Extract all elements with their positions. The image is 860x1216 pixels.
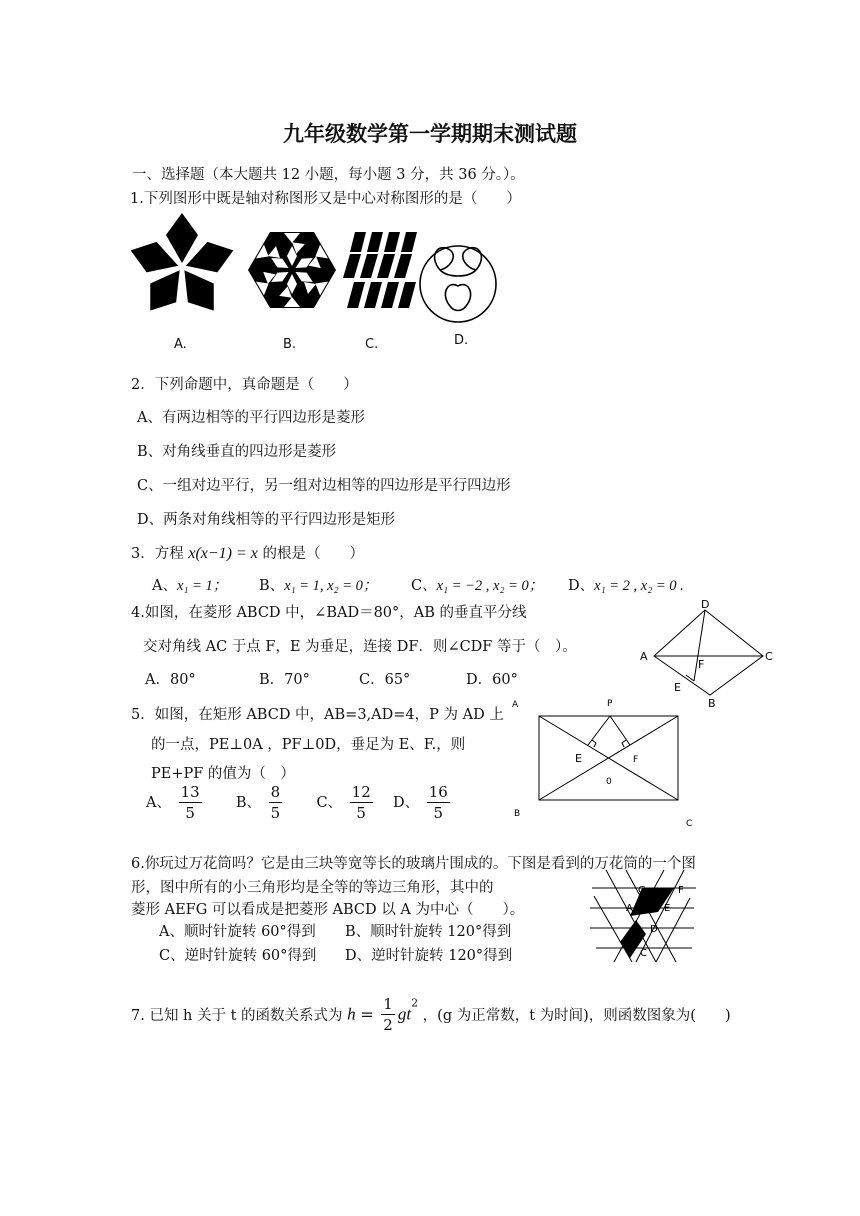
question-3-equation: x(x−1) = x	[188, 545, 258, 562]
question-6-option-c: C、逆时针旋转 60°得到	[159, 948, 317, 964]
fig5-label-c: C	[686, 819, 693, 829]
figure-label-a: A.	[174, 337, 187, 352]
question-3-option-b: B、x₁ = 1, x₂ = 0；	[259, 578, 378, 594]
fig4-label-e: E	[674, 681, 681, 694]
section-heading: 一、选择题（本大题共 12 小题，每小题 3 分，共 36 分。）。	[132, 167, 525, 183]
fig4-label-a: A	[640, 650, 648, 663]
fig4-label-d: D	[701, 598, 710, 611]
question-5-options	[146, 782, 453, 823]
question-6-line-1: 6.你玩过万花筒吗？它是由三块等宽等长的玻璃片围成的。下图是看到的万花筒的一个图	[131, 856, 696, 872]
figure-a-star	[128, 213, 238, 320]
question-7-stem: 7. 已知 h 关于 t 的函数关系式为 h = $\frac{1}{2}$ $gt^2$ ，(g 为正常数，t 为时间)，则函数图象为( )	[131, 995, 731, 1034]
figure-label-c: C.	[365, 337, 379, 352]
fig5-label-o: 0	[606, 777, 612, 787]
question-1-stem: 1.下列图形中既是轴对称图形又是中心对称图形的是（ ）	[130, 191, 521, 207]
fig6-label-d: D	[650, 924, 658, 935]
fig6-label-a: A	[626, 903, 633, 914]
question-3-option-d: D、x₁ = 2 , x₂ = 0 .	[568, 578, 684, 594]
page-title: 九年级数学第一学期期末测试题	[283, 121, 577, 146]
fig5-label-a: A	[512, 700, 519, 710]
q5-option-b: B、 $\frac{8}{5}$	[235, 783, 281, 822]
question-4-line-2: 交对角线 AC 于点 F，E 为垂足，连接 DF．则∠CDF 等于（ ）。	[143, 639, 577, 655]
fig4-label-b: B	[708, 697, 716, 710]
question-4-option-a: A．80°	[145, 672, 196, 688]
question-5-line-2: 的一点，PE⊥0A ，PF⊥0D，垂足为 E、F.，则	[151, 737, 466, 753]
fig6-label-b: B	[621, 938, 628, 949]
q5-option-d: D、 $\frac{16}{5}$	[392, 783, 448, 822]
question-4-option-b: B．70°	[259, 672, 310, 688]
fig5-label-p: P	[607, 699, 613, 709]
question-6-option-b: B、顺时针旋转 120°得到	[345, 924, 512, 940]
question-6-kaleidoscope-figure	[586, 868, 698, 964]
question-5-rectangle-figure	[508, 694, 708, 830]
fig5-label-b: B	[514, 809, 521, 819]
fig6-label-c: C	[640, 948, 647, 959]
figure-c-bars	[343, 232, 417, 308]
figure-label-b: B.	[283, 337, 297, 352]
question-6-line-2: 形，图中所有的小三角形均是全等的等边三角形，其中的	[131, 880, 494, 896]
question-3-option-c: C、x₁ = −2 , x₂ = 0；	[411, 578, 544, 594]
fig6-label-e: E	[664, 903, 671, 914]
q5-option-a: A、 $\frac{13}{5}$	[146, 783, 200, 822]
figure-b-hexagon	[248, 232, 336, 308]
question-2-option-d: D、两条对角线相等的平行四边形是矩形	[137, 512, 396, 528]
question-2-option-c: C、一组对边平行，另一组对边相等的四边形是平行四边形	[137, 478, 511, 494]
figure-label-d: D.	[454, 333, 469, 348]
question-4-rhombus-figure	[636, 596, 786, 710]
fig4-label-c: C	[765, 650, 773, 663]
question-4-line-1: 4.如图，在菱形 ABCD 中，∠BAD＝80°，AB 的垂直平分线	[131, 605, 527, 621]
question-2-option-b: B、对角线垂直的四边形是菱形	[137, 444, 337, 460]
fig6-label-g: G	[638, 885, 646, 896]
figure-d-circles	[420, 246, 496, 322]
q5-option-c: C、 $\frac{12}{5}$	[316, 783, 371, 822]
question-5-line-3: PE+PF 的值为（ ）	[151, 766, 295, 782]
fig6-label-f: F	[678, 885, 684, 896]
question-6-line-3: 菱形 AEFG 可以看成是把菱形 ABCD 以 A 为中心（ ）。	[131, 902, 525, 918]
question-4-option-c: C．65°	[359, 672, 411, 688]
question-6-option-d: D、逆时针旋转 120°得到	[345, 948, 513, 964]
question-3-option-a: A、x₁ = 1；	[152, 578, 228, 594]
fig4-label-f: F	[698, 658, 705, 671]
question-6-option-a: A、顺时针旋转 60°得到	[159, 924, 316, 940]
fig5-label-e: E	[575, 752, 582, 765]
question-2-stem: 2．下列命题中，真命题是（ ）	[131, 377, 358, 393]
fig5-label-f: F	[633, 755, 639, 765]
question-4-option-d: D．60°	[466, 672, 518, 688]
question-2-option-a: A、有两边相等的平行四边形是菱形	[137, 410, 365, 426]
question-5-line-1: 5．如图，在矩形 ABCD 中，AB=3,AD=4，P 为 AD 上	[131, 707, 504, 723]
question-3-stem: 3．方程 x(x−1) = x 的根是（ ）	[131, 545, 365, 562]
